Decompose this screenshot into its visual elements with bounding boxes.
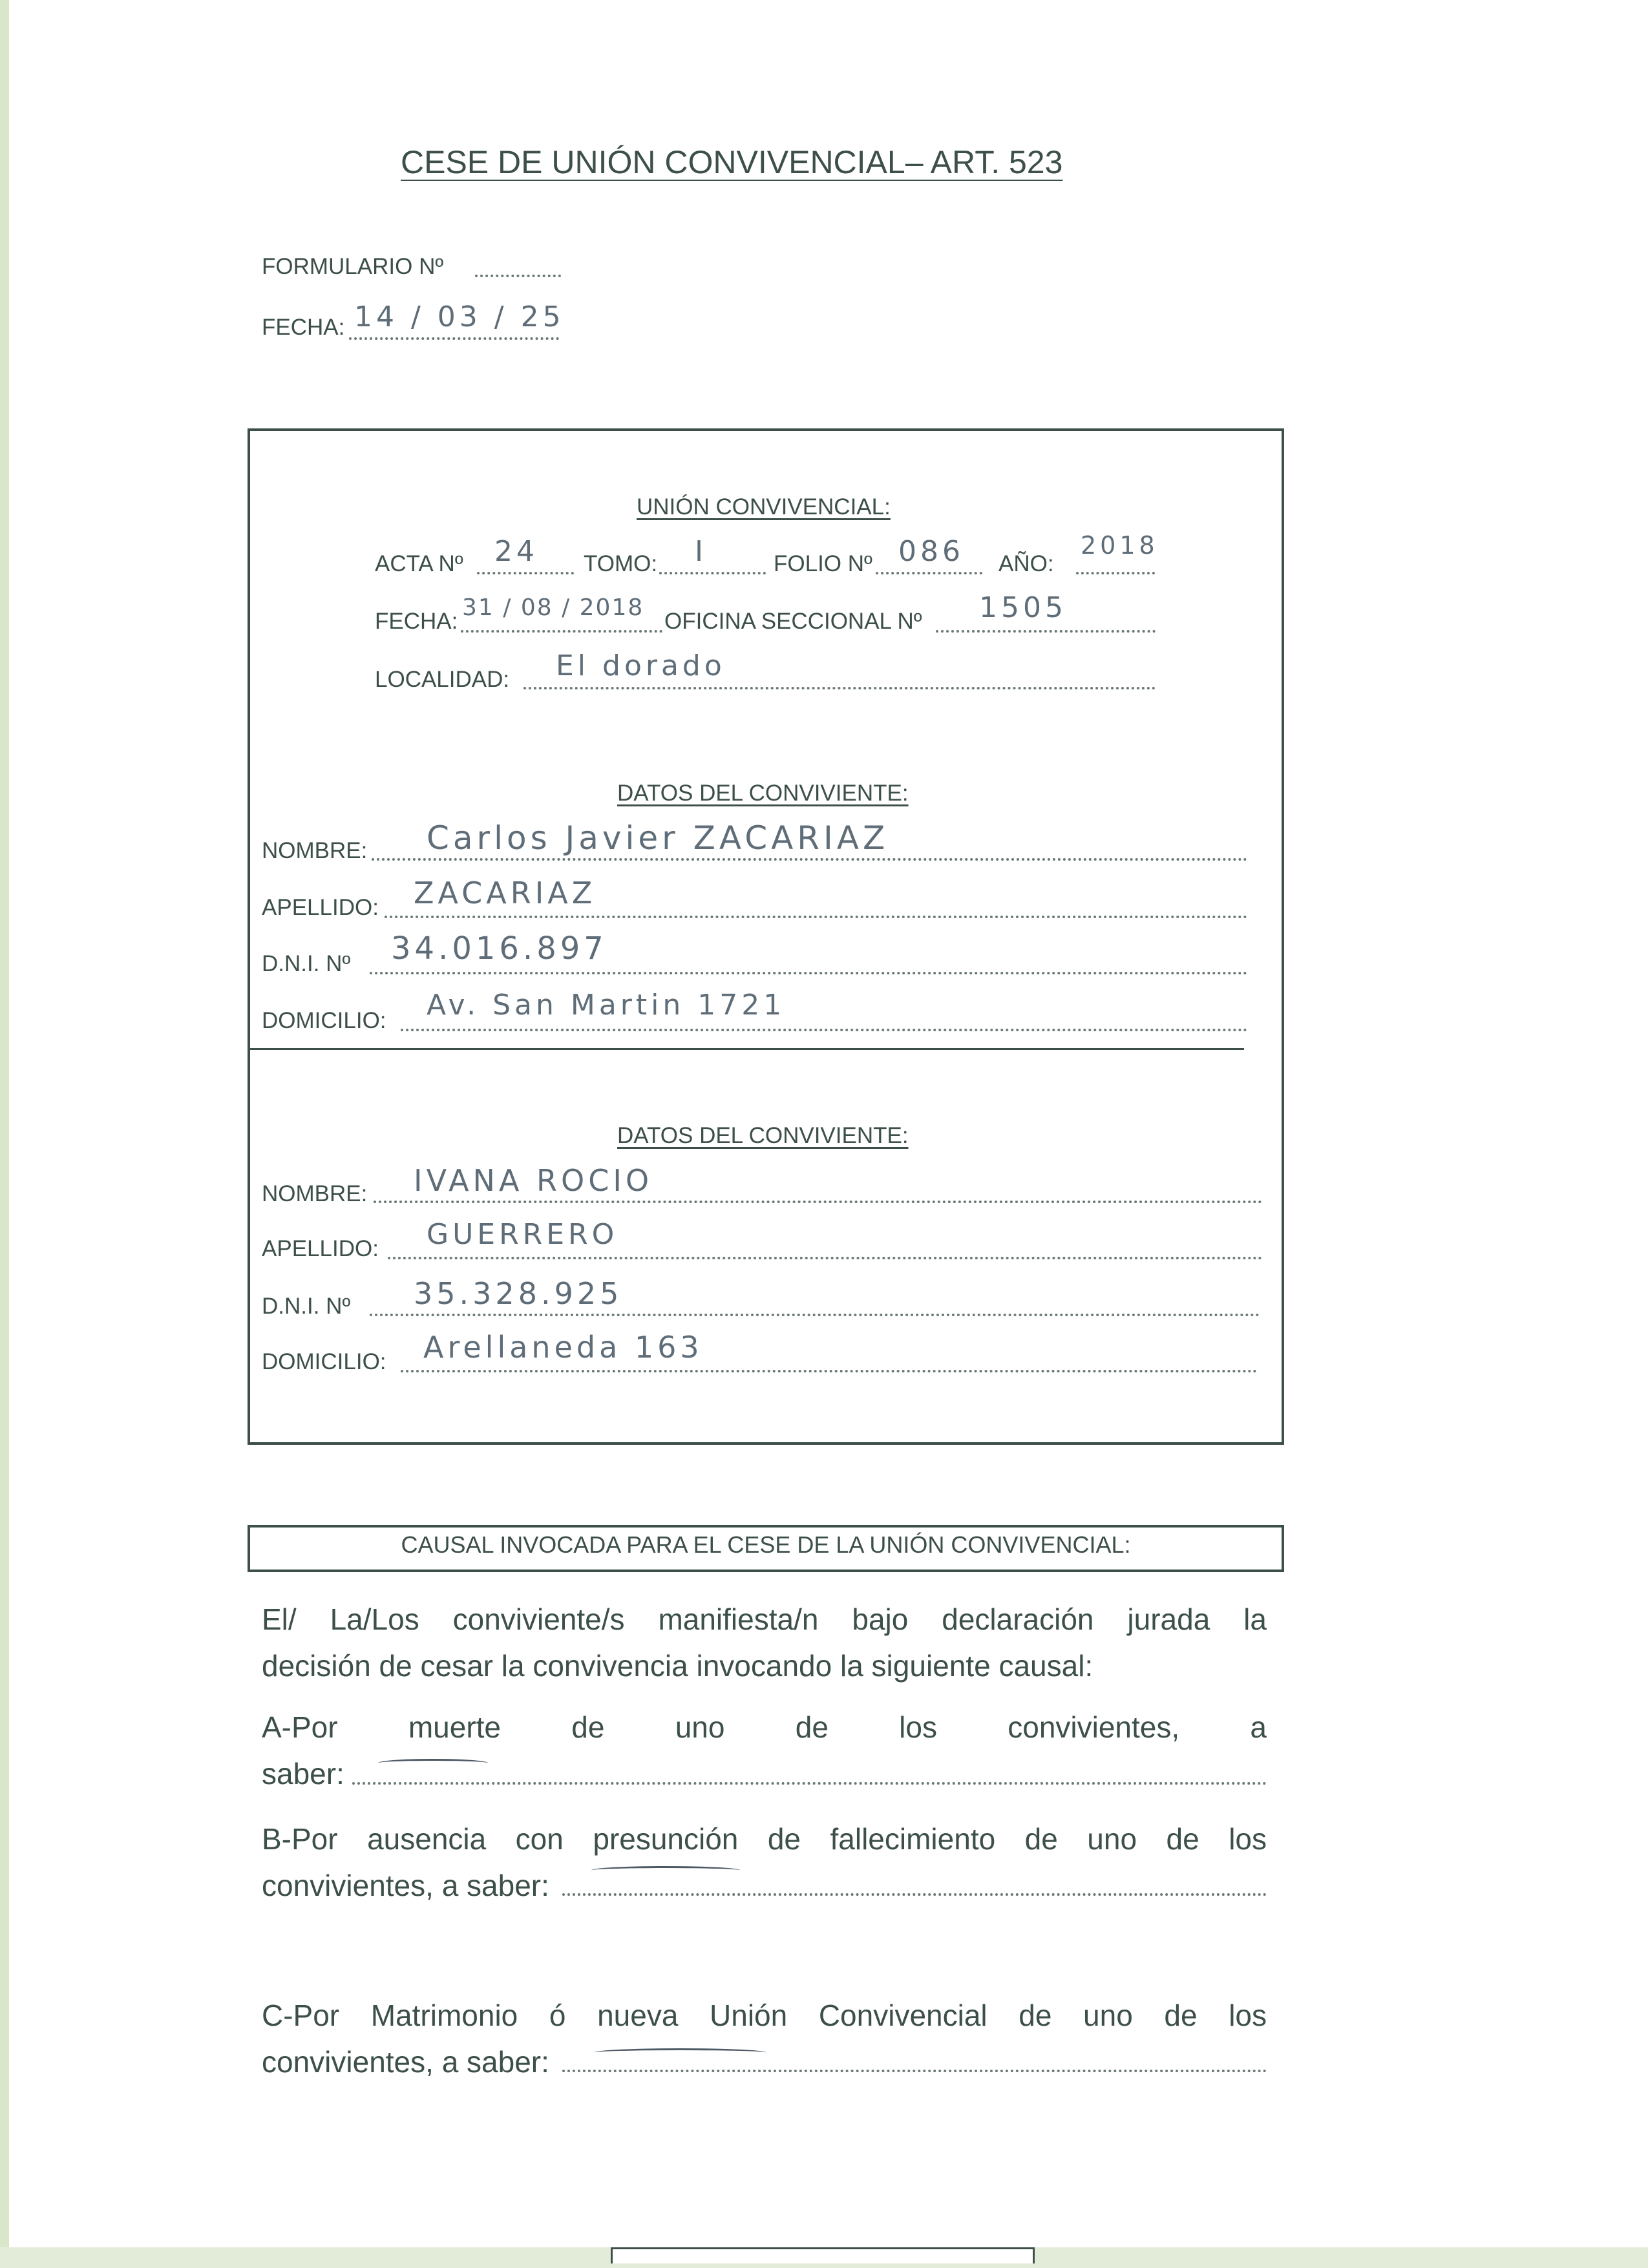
anio-label: AÑO: <box>998 551 1054 576</box>
tomo-line <box>659 572 766 574</box>
causal-a-line <box>352 1782 1267 1785</box>
conviviente-1-nombre-label: NOMBRE: <box>262 838 368 863</box>
conviviente-1-domicilio-line <box>401 1029 1247 1031</box>
form-date-label: FECHA: <box>262 315 345 340</box>
conviviente-1-apellido-value: ZACARIAZ <box>414 876 597 910</box>
folio-line <box>876 572 982 574</box>
acta-line <box>477 572 574 574</box>
union-fecha-label: FECHA: <box>375 609 458 634</box>
conviviente-2-domicilio-line <box>401 1370 1257 1372</box>
conviviente-2-dni-line <box>370 1314 1260 1316</box>
causal-b-line-1: B-Por ausencia con presunción de fallecimiento de uno de los <box>262 1822 1267 1856</box>
union-fecha-value: 31 / 08 / 2018 <box>462 594 644 621</box>
conviviente-2-domicilio-label: DOMICILIO: <box>262 1349 386 1374</box>
oficina-label: OFICINA SECCIONAL Nº <box>664 609 922 634</box>
folio-label: FOLIO Nº <box>774 551 872 576</box>
causal-intro <box>262 1596 1267 1689</box>
form-number-label: FORMULARIO Nº <box>262 254 444 279</box>
form-date-line <box>349 337 559 340</box>
conviviente-1-dni-label: D.N.I. Nº <box>262 951 351 976</box>
causal-c-line <box>562 2070 1267 2072</box>
binding-tab <box>611 2247 1035 2263</box>
tomo-label: TOMO: <box>584 551 658 576</box>
scan-edge-left <box>0 0 9 2268</box>
conviviente-2-apellido-value: GUERRERO <box>427 1218 618 1251</box>
causal-b-line <box>562 1893 1267 1896</box>
conviviente-2-nombre-label: NOMBRE: <box>262 1181 368 1206</box>
conviviente-1-nombre-line <box>372 858 1247 861</box>
causal-c-line-2: convivientes, a saber: <box>262 2045 549 2079</box>
localidad-value: El dorado <box>556 649 726 682</box>
causal-intro-line-2: decisión de cesar la convivencia invocando la siguiente causal: <box>262 1649 1093 1683</box>
form-number-line <box>475 275 561 277</box>
causal-a-line-2: saber: <box>262 1757 344 1790</box>
acta-label: ACTA Nº <box>375 551 463 576</box>
conviviente-2-apellido-line <box>388 1257 1262 1259</box>
conviviente-2-heading: DATOS DEL CONVIVIENTE: <box>617 1123 909 1148</box>
conviviente-2-apellido-label: APELLIDO: <box>262 1236 379 1261</box>
conviviente-2-dni-label: D.N.I. Nº <box>262 1294 351 1319</box>
conviviente-1-domicilio-value: Av. San Martin 1721 <box>427 989 786 1022</box>
conviviente-1-dni-value: 34.016.897 <box>391 930 607 967</box>
anio-value: 2018 <box>1081 531 1159 560</box>
causal-b-strike-mark <box>591 1866 740 1874</box>
localidad-label: LOCALIDAD: <box>375 667 510 692</box>
conviviente-2-nombre-line <box>374 1201 1262 1203</box>
conviviente-1-domicilio-label: DOMICILIO: <box>262 1008 386 1033</box>
localidad-line <box>523 687 1156 689</box>
causal-b-line-2: convivientes, a saber: <box>262 1869 549 1902</box>
conviviente-1-apellido-line <box>385 916 1247 918</box>
page-title: CESE DE UNIÓN CONVIVENCIAL– ART. 523 <box>401 144 1063 180</box>
conviviente-1-heading: DATOS DEL CONVIVIENTE: <box>617 781 909 806</box>
union-fecha-line <box>461 630 662 633</box>
acta-value: 24 <box>494 535 538 568</box>
causal-heading: CAUSAL INVOCADA PARA EL CESE DE LA UNIÓN CONVIVENCIAL: <box>401 1531 1131 1558</box>
box-divider <box>250 1048 1244 1050</box>
conviviente-2-dni-value: 35.328.925 <box>414 1276 623 1311</box>
causal-c-strike-mark <box>595 2048 766 2057</box>
conviviente-2-domicilio-value: Arellaneda 163 <box>423 1330 703 1365</box>
causal-c-line-1: C-Por Matrimonio ó nueva Unión Convivencial de uno de los <box>262 1999 1267 2032</box>
union-heading: UNIÓN CONVIVENCIAL: <box>637 494 891 520</box>
anio-line <box>1076 572 1155 574</box>
conviviente-1-dni-line <box>370 972 1247 974</box>
folio-value: 086 <box>898 535 964 568</box>
causal-a-line-1: A-Por muerte de uno de los convivientes, a <box>262 1710 1267 1744</box>
oficina-value: 1505 <box>979 591 1067 624</box>
causal-intro-line-1: El/ La/Los conviviente/s manifiesta/n bajo declaración jurada la <box>262 1602 1267 1636</box>
conviviente-1-apellido-label: APELLIDO: <box>262 895 379 920</box>
causal-a-strike-mark <box>378 1759 488 1767</box>
form-date-value: 14 / 03 / 25 <box>354 300 565 333</box>
oficina-line <box>936 630 1156 633</box>
tomo-value: I <box>695 535 707 568</box>
conviviente-1-nombre-value: Carlos Javier ZACARIAZ <box>427 819 889 857</box>
conviviente-2-nombre-value: IVANA ROCIO <box>414 1163 653 1198</box>
